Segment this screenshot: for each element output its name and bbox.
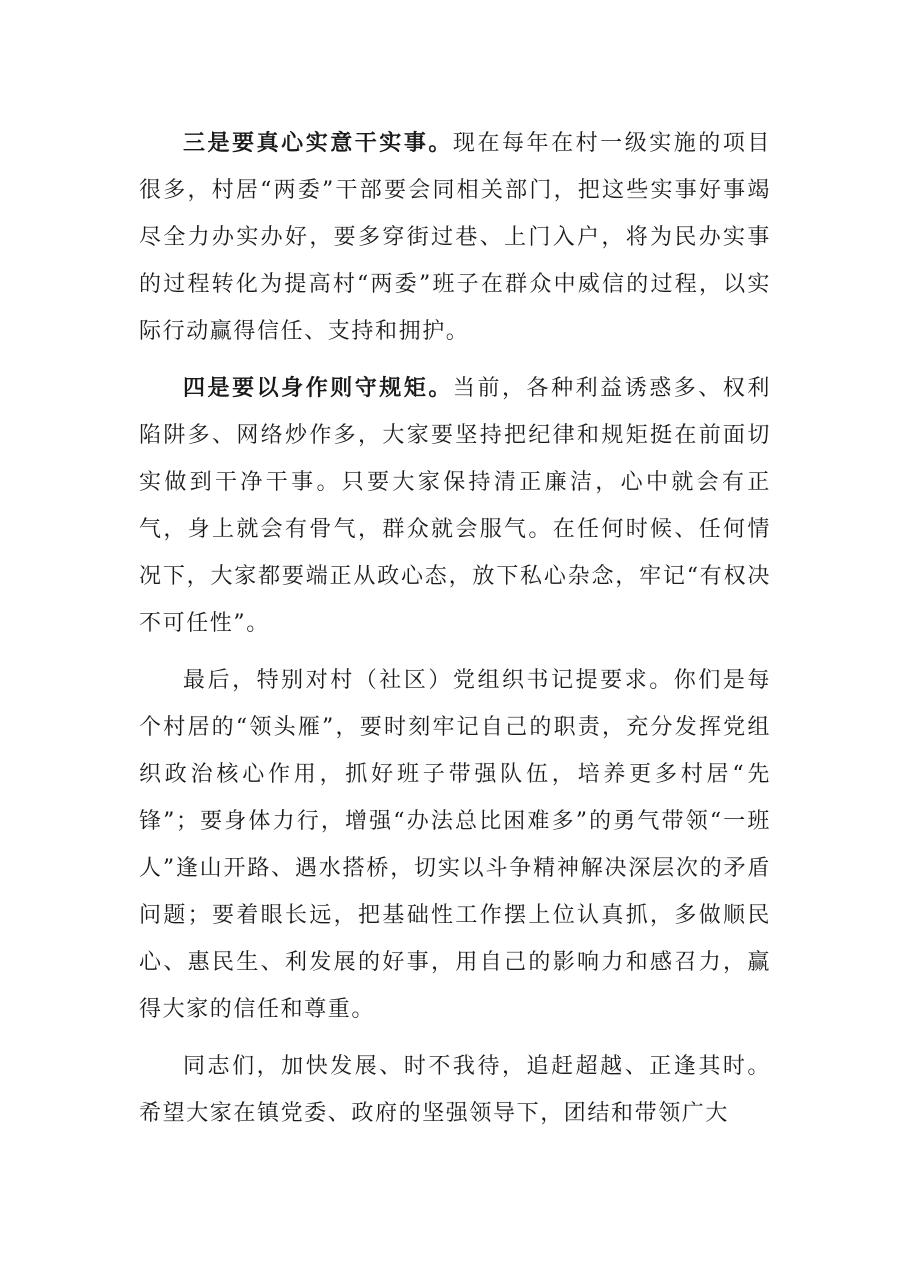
paragraph-secretary-requirements (139, 657, 771, 1033)
paragraph-closing (139, 1043, 771, 1137)
paragraph-point-four (139, 365, 771, 647)
paragraph-text: 最后，特别对村（社区）党组织书记提要求。你们是每个村居的“领头雁”，要时刻牢记自己的职责，充分发挥党组织政治核心作用，抓好班子带强队伍，培养更多村居“先锋”；要身体力行，增强“办法总比困难多”的勇气带领“一班人”逢山开路、遇水搭桥，切实以斗争精神解决深层次的矛盾问题；要着眼长远，把基础性工作摆上位认真抓，多做顺民心、惠民生、利发展的好事，用自己的影响力和感召力，赢得大家的信任和尊重。 (139, 668, 771, 1022)
paragraph-text: 同志们，加快发展、时不我待，追赶超越、正逢其时。希望大家在镇党委、政府的坚强领导下，团结和带领广大 (139, 1054, 771, 1126)
paragraph-lead-heading: 四是要以身作则守规矩。 (183, 375, 453, 401)
paragraph-text: 当前，各种利益诱惑多、权利陷阱多、网络炒作多，大家要坚持把纪律和规矩挺在前面切实做到干净干事。只要大家保持清正廉洁，心中就会有正气，身上就会有骨气，群众就会服气。在任何时候、任何情况下，大家都要端正从政心态，放下私心杂念，牢记“有权决不可任性”。 (139, 376, 771, 636)
document-body (139, 120, 771, 1137)
paragraph-point-three (139, 120, 771, 355)
paragraph-text: 现在每年在村一级实施的项目很多，村居“两委”干部要会同相关部门，把这些实事好事竭尽全力办实办好，要多穿街过巷、上门入户，将为民办实事的过程转化为提高村“两委”班子在群众中威信的过程，以实际行动赢得信任、支持和拥护。 (139, 131, 771, 344)
paragraph-lead-heading: 三是要真心实意干实事。 (183, 130, 453, 156)
